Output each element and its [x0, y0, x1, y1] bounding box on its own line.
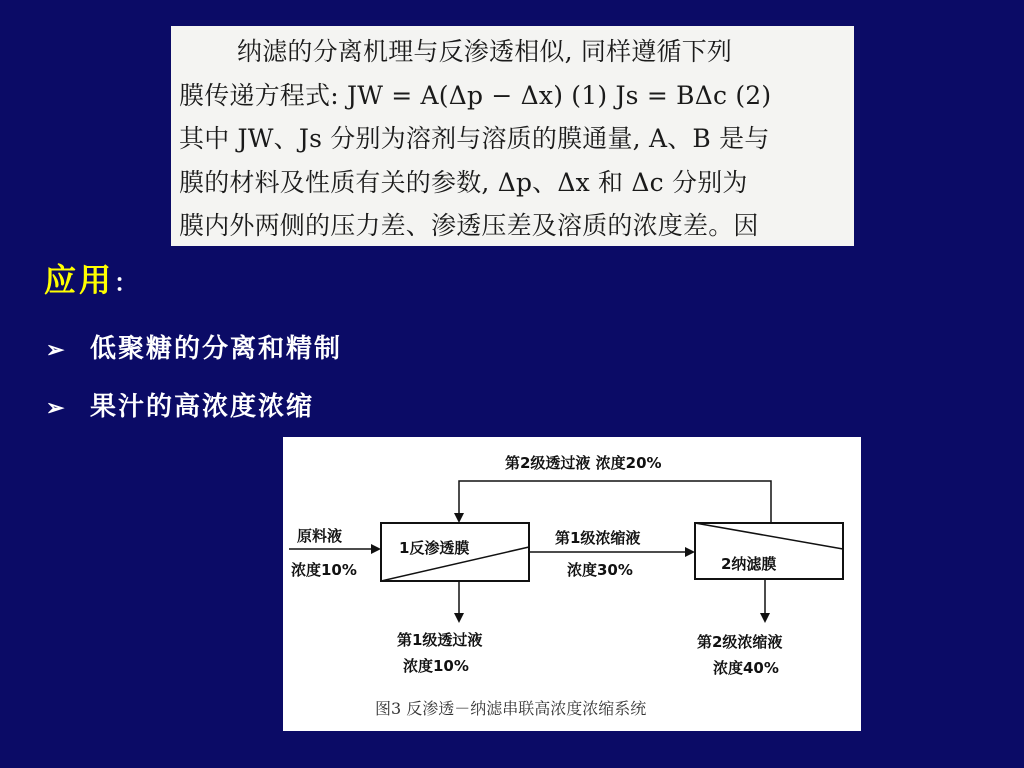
bullet-item: [46, 328, 342, 365]
stage1-concentrate-conc: 浓度30%: [567, 561, 633, 579]
stage2-concentrate-conc: 浓度40%: [713, 659, 779, 677]
stage1-permeate-label: 第1级透过液: [397, 631, 483, 649]
excerpt-line: 膜的材料及性质有关的参数, Δp、Δx 和 Δc 分别为: [179, 167, 748, 197]
recycle-loop-arrow: [459, 481, 771, 523]
excerpt-line: 纳滤的分离机理与反渗透相似, 同样遵循下列: [237, 37, 733, 66]
heading-colon: ：: [114, 268, 142, 297]
heading-text: 应用: [44, 261, 115, 299]
section-heading: [44, 255, 141, 301]
arrow-bullet-icon: ➢: [46, 337, 67, 363]
bullet-text: 果汁的高浓度浓缩: [90, 392, 315, 422]
membrane-divider-2: [695, 523, 843, 549]
recycle-label: 第2级透过液 浓度20%: [505, 454, 662, 472]
figure-caption: 图3 反渗透－纳滤串联高浓度浓缩系统: [375, 699, 647, 718]
excerpt-line: 膜内外两侧的压力差、渗透压差及溶质的浓度差。因: [179, 211, 759, 240]
box2-label: 2纳滤膜: [721, 555, 777, 573]
bullet-item: [46, 386, 314, 423]
feed-concentration: 浓度10%: [291, 561, 357, 579]
diagram-graphics: [283, 437, 861, 731]
stage1-permeate-conc: 浓度10%: [403, 657, 469, 675]
feed-label: 原料液: [297, 527, 343, 545]
stage1-concentrate-label: 第1级浓缩液: [555, 529, 641, 547]
stage2-concentrate-label: 第2级浓缩液: [697, 633, 783, 651]
text-excerpt-image: [171, 26, 854, 246]
box1-label: 1反渗透膜: [399, 539, 470, 557]
excerpt-line: 膜传递方程式: JW = A(Δp − Δx) (1) Js = BΔc (2): [179, 80, 772, 110]
arrow-bullet-icon: ➢: [46, 395, 67, 421]
process-diagram: [283, 437, 861, 731]
bullet-text: 低聚糖的分离和精制: [90, 334, 343, 364]
excerpt-line: 其中 JW、Js 分别为溶剂与溶质的膜通量, A、B 是与: [179, 124, 770, 153]
